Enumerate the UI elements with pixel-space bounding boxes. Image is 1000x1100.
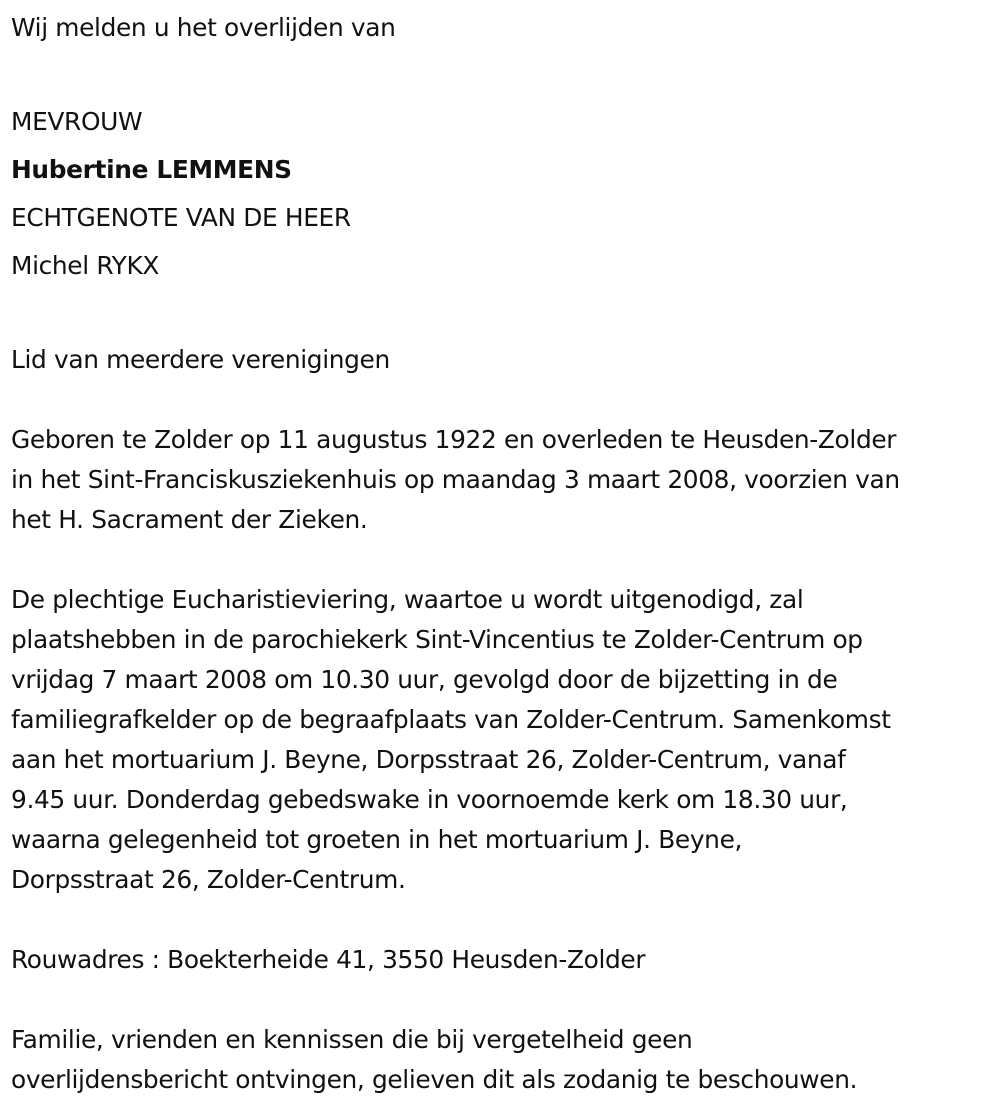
spacer	[11, 540, 1000, 580]
spacer	[11, 900, 1000, 940]
name-block	[11, 98, 1000, 290]
mourning-address: Rouwadres : Boekterheide 41, 3550 Heusden-Zolder	[11, 945, 646, 974]
spacer	[11, 980, 1000, 1020]
deceased-name: Hubertine LEMMENS	[11, 155, 292, 184]
membership-text: Lid van meerdere verenigingen	[11, 345, 390, 374]
birth-death-paragraph	[11, 420, 1000, 540]
paragraph-line: De plechtige Eucharistieviering, waartoe u wordt uitgenodigd, zal	[11, 585, 804, 614]
spacer	[11, 300, 1000, 340]
spouse-name: Michel RYKX	[11, 251, 160, 280]
paragraph-line: waarna gelegenheid tot groeten in het mortuarium J. Beyne,	[11, 825, 743, 854]
closing-paragraph	[11, 1020, 1000, 1100]
title-prefix: MEVROUW	[11, 107, 143, 136]
paragraph-line: Dorpsstraat 26, Zolder-Centrum.	[11, 865, 406, 894]
spacer	[11, 380, 1000, 420]
paragraph-line: familiegrafkelder op de begraafplaats van Zolder-Centrum. Samenkomst	[11, 705, 891, 734]
paragraph-line: plaatshebben in de parochiekerk Sint-Vincentius te Zolder-Centrum op	[11, 625, 863, 654]
paragraph-line: Geboren te Zolder op 11 augustus 1922 en overleden te Heusden-Zolder	[11, 425, 897, 454]
ceremony-paragraph	[11, 580, 1000, 900]
paragraph-line: 9.45 uur. Donderdag gebedswake in voornoemde kerk om 18.30 uur,	[11, 785, 848, 814]
paragraph-line: in het Sint-Franciskusziekenhuis op maandag 3 maart 2008, voorzien van	[11, 465, 900, 494]
intro-text: Wij melden u het overlijden van	[11, 13, 396, 42]
paragraph-line: Familie, vrienden en kennissen die bij vergetelheid geen	[11, 1025, 693, 1054]
paragraph-line: vrijdag 7 maart 2008 om 10.30 uur, gevolgd door de bijzetting in de	[11, 665, 838, 694]
spacer	[11, 48, 1000, 88]
paragraph-line: overlijdensbericht ontvingen, gelieven dit als zodanig te beschouwen.	[11, 1065, 858, 1094]
spouse-prefix: ECHTGENOTE VAN DE HEER	[11, 203, 351, 232]
paragraph-line: het H. Sacrament der Zieken.	[11, 505, 368, 534]
paragraph-line: aan het mortuarium J. Beyne, Dorpsstraat 26, Zolder-Centrum, vanaf	[11, 745, 846, 774]
